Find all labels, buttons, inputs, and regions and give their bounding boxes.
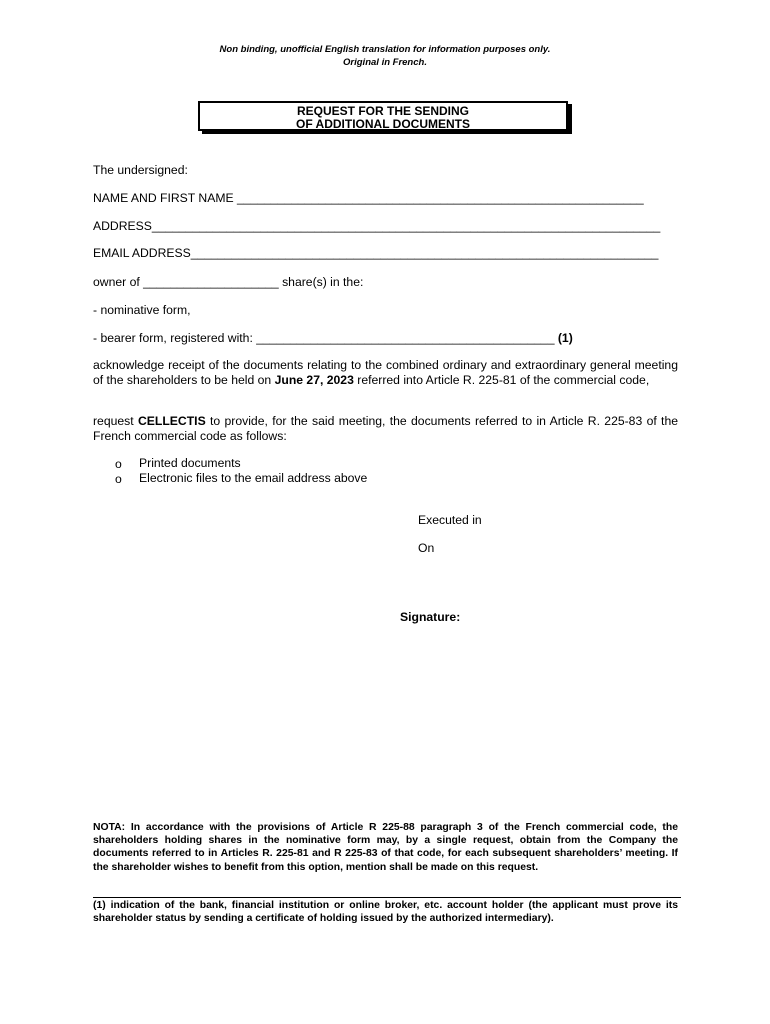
meeting-date: June 27, 2023 <box>274 373 354 387</box>
nota-paragraph: NOTA: In accordance with the provisions of Article R 225-88 paragraph 3 of the French commercial code, the shareholders holding shares in the nominative form may, by a single request, obtain from the Company the documents referred to in Articles R. 225-81 and R 225-83 of that code, for each subsequent shareholders’ meeting. If the shareholder wishes to benefit from this option, mention shall be made on this request. <box>93 822 678 873</box>
printed-documents-label: Printed documents <box>139 456 241 470</box>
document-title-box <box>198 101 568 131</box>
translation-disclaimer: Non binding, unofficial English translation for information purposes only. <box>219 44 551 55</box>
signature-field[interactable]: Signature: <box>400 610 461 624</box>
name-field[interactable]: NAME AND FIRST NAME ____________________________________________________________ <box>93 191 644 205</box>
electronic-files-label: Electronic files to the email address above <box>139 471 368 485</box>
document-title-line2: OF ADDITIONAL DOCUMENTS <box>296 117 470 131</box>
printed-documents-checkbox[interactable]: o <box>115 457 122 471</box>
nominative-form-option: - nominative form, <box>93 303 191 317</box>
email-field[interactable]: EMAIL ADDRESS_____________________________________________________________________ <box>93 246 659 260</box>
company-name: CELLECTIS <box>137 414 206 428</box>
request-text-end: to provide, for the said meeting, the documents referred to in Article R. 225-83 of the French commercial code as follows: <box>93 414 678 443</box>
request-paragraph <box>93 414 678 444</box>
shares-owner-field[interactable]: owner of ____________________ share(s) in the: <box>93 275 364 289</box>
footnote-divider <box>93 897 681 898</box>
electronic-files-checkbox[interactable]: o <box>115 472 122 486</box>
footnote-reference: (1) <box>554 331 573 345</box>
executed-in-field[interactable]: Executed in <box>418 513 482 527</box>
acknowledge-text-end: referred into Article R. 225-81 of the commercial code, <box>353 373 650 387</box>
original-language-note: Original in French. <box>343 57 427 68</box>
date-on-field[interactable]: On <box>418 541 435 555</box>
acknowledge-paragraph <box>93 358 678 388</box>
request-text-start: request <box>93 414 138 428</box>
undersigned-label: The undersigned: <box>93 163 188 177</box>
document-title-line1: REQUEST FOR THE SENDING <box>296 104 469 118</box>
bearer-form-label: - bearer form, registered with: ____________________________________________ <box>93 331 555 345</box>
acknowledge-text-start: acknowledge receipt of the documents relating to the combined ordinary and extraordinary general meeting of the shareholders to be held on <box>93 358 678 387</box>
footnote-text: (1) indication of the bank, financial institution or online broker, etc. account holder (the applicant must prove its shareholder status by sending a certificate of holding issued by the authorized intermediary). <box>93 900 678 925</box>
address-field[interactable]: ADDRESS___________________________________________________________________________ <box>93 219 661 233</box>
bearer-form-field[interactable] <box>93 331 573 346</box>
